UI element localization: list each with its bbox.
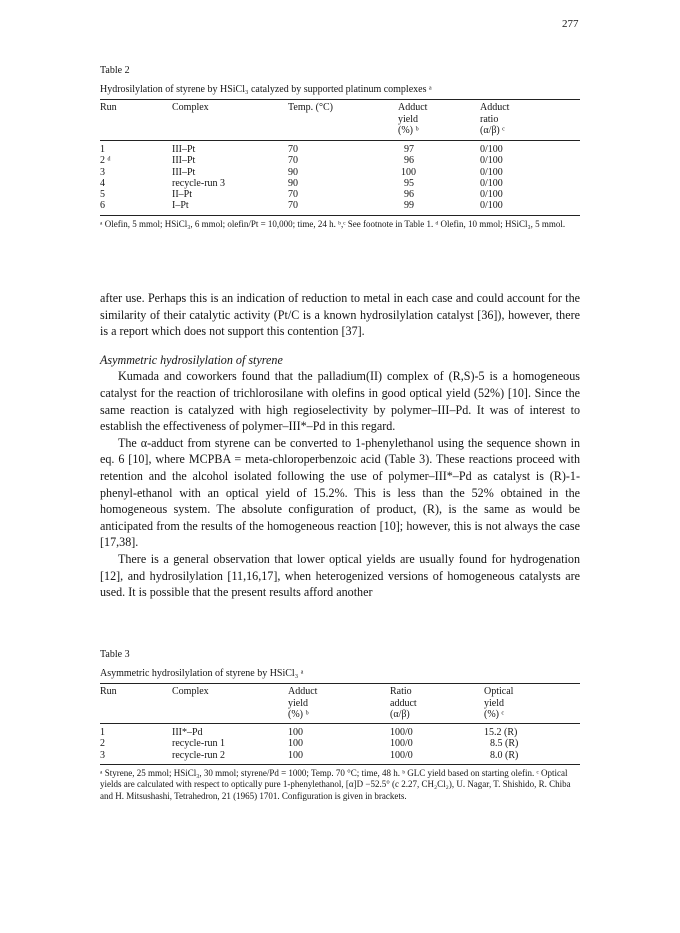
t2-cell-run: 2 ᵈ (100, 155, 111, 167)
t2-cell-temp: 90 (288, 166, 298, 178)
table-3-body (100, 724, 580, 764)
section-heading: Asymmetric hydrosilylation of styrene (100, 352, 283, 367)
t2-header-yield-line1: Adduct (398, 102, 428, 113)
table-2 (100, 64, 580, 230)
t3-cell-optical: 8.5 (R) (490, 738, 519, 750)
t2-cell-complex: II–Pt (172, 189, 192, 201)
t2-header-temp: Temp. (°C) (288, 102, 333, 113)
table-3-bottom-rule (100, 764, 580, 765)
t3-cell-ratio: 100/0 (390, 727, 413, 738)
t2-cell-temp: 70 (288, 200, 298, 212)
t2-cell-yield: 95 (404, 177, 414, 189)
table-row (100, 727, 580, 738)
t3-header-ratio-line3: (α/β) (390, 709, 410, 720)
table-2-bottom-rule (100, 215, 580, 216)
t2-cell-complex: III–Pt (172, 155, 196, 167)
t2-cell-ratio: 0/100 (480, 189, 503, 201)
t3-header-yield-line1: Adduct (288, 686, 318, 697)
t3-header-complex: Complex (172, 686, 209, 697)
t3-cell-optical: 8.0 (R) (490, 749, 519, 761)
t2-cell-complex: I–Pt (172, 200, 189, 212)
paragraph-continuation: after use. Perhaps this is an indication of reduction to metal in each case and could account for the similarity of their catalytic activity (Pt/C is a known hydrosilylation catalyst [36]), however, there is a report which does not support this contention [37]. (100, 291, 580, 339)
table-3-footnote: ᵃ Styrene, 25 mmol; HSiCl₃, 30 mmol; styrene/Pd = 1000; Temp. 70 °C; time, 48 h. ᵇ GLC yield based on starting olefin. ᶜ Optical yields are calculated with respect to optically pure 1-phenylethanol, [α]D −52.5° (c 2.27, CH₂Cl₂), U. Nagar, T. Shishido, R. Chiba and H. Mitsushashi, Tetrahedron, 21 (1965) 1701. Configuration is given in brackets. (100, 767, 571, 801)
t2-cell-temp: 70 (288, 155, 298, 167)
t3-header-ratio (390, 686, 417, 721)
table-2-footnote: ᵃ Olefin, 5 mmol; HSiCl₃, 6 mmol; olefin/Pt = 10,000; time, 24 h. ᵇ,ᶜ See footnote in Table 1. ᵈ Olefin, 10 mmol; HSiCl₃, 5 mmol. (100, 218, 566, 229)
t2-cell-yield: 100 (401, 166, 416, 178)
t3-cell-optical: 15.2 (R) (484, 727, 518, 738)
t3-cell-run: 1 (100, 727, 105, 738)
t2-cell-run: 4 (100, 177, 105, 189)
t3-cell-yield: 100 (288, 727, 303, 738)
t3-cell-yield: 100 (288, 749, 303, 761)
table-2-title: Hydrosilylation of styrene by HSiCl₃ catalyzed by supported platinum complexes ᵃ (100, 84, 432, 95)
table-row (100, 178, 580, 189)
table-3-title: Asymmetric hydrosilylation of styrene by HSiCl₃ ᵃ (100, 668, 304, 679)
t2-cell-yield: 99 (404, 200, 414, 212)
t2-cell-ratio: 0/100 (480, 166, 503, 178)
t3-header-run: Run (100, 686, 117, 697)
t2-header-yield-line2: yield (398, 113, 418, 125)
table-3-header (100, 684, 580, 723)
t3-header-yield-line3: (%) ᵇ (288, 709, 309, 720)
t2-cell-complex: recycle-run 3 (172, 177, 226, 189)
t3-header-ratio-line1: Ratio (390, 686, 412, 697)
t2-cell-run: 6 (100, 200, 105, 212)
t3-cell-yield: 100 (288, 738, 303, 750)
t3-cell-complex: recycle-run 2 (172, 749, 226, 761)
t3-cell-run: 2 (100, 738, 105, 750)
table-row (100, 189, 580, 200)
t2-cell-ratio: 0/100 (480, 177, 503, 189)
table-2-label: Table 2 (100, 65, 130, 76)
t2-cell-yield: 96 (404, 155, 414, 167)
t3-header-yield-line2: yield (288, 697, 308, 709)
t2-cell-yield: 96 (404, 189, 414, 201)
table-row (100, 750, 580, 761)
t3-cell-complex: recycle-run 1 (172, 738, 226, 750)
t2-cell-temp: 90 (288, 177, 298, 189)
t2-cell-complex: III–Pt (172, 144, 196, 155)
t3-cell-run: 3 (100, 749, 105, 761)
t2-cell-yield: 97 (404, 144, 414, 155)
t2-cell-ratio: 0/100 (480, 200, 503, 212)
t2-cell-complex: III–Pt (172, 166, 196, 178)
page-number: 277 (562, 18, 579, 30)
table-row (100, 155, 580, 166)
t3-header-optical-line3: (%) ᶜ (484, 709, 505, 720)
t3-cell-ratio: 100/0 (390, 749, 413, 761)
t3-cell-ratio: 100/0 (390, 738, 413, 750)
t2-cell-run: 1 (100, 144, 105, 155)
t2-header-yield-line3: (%) ᵇ (398, 125, 419, 136)
table-row (100, 738, 580, 749)
t2-cell-run: 3 (100, 166, 105, 178)
table-row (100, 167, 580, 178)
table-row (100, 144, 580, 155)
t3-header-optical-line2: yield (484, 697, 504, 709)
paragraph: The α-adduct from styrene can be converted to 1-phenylethanol using the sequence shown in eq. 6 [10], where MCPBA = meta-chloroperbenzoic acid (Table 3). These reactions proceed with retention and the alcohol isolated following the use of polymer–III*–Pd as catalyst is (R)-1-phenyl-ethanol with an optical yield of 15.2%. This is less than the 52% obtained in the homogeneous system. The absolute configuration of product, (R), is the same as would be anticipated from the results of the homogeneous reaction [10]; however, this is not always the case [17,38]. (100, 435, 580, 550)
paragraph: There is a general observation that lower optical yields are usually found for hydrogenation [12], and hydrosilylation [11,16,17], when heterogenized versions of homogeneous catalysts are used. It is possible that the present results afford another (100, 551, 580, 600)
t3-header-ratio-line2: adduct (390, 697, 417, 709)
t3-header-yield (288, 686, 317, 721)
t3-cell-complex: III*–Pd (172, 727, 203, 738)
t2-cell-ratio: 0/100 (480, 144, 503, 155)
t2-cell-run: 5 (100, 189, 105, 201)
t2-cell-ratio: 0/100 (480, 155, 503, 167)
t2-header-ratio-line2: ratio (480, 113, 499, 125)
t3-header-optical (484, 686, 513, 721)
t2-cell-temp: 70 (288, 189, 298, 201)
t2-header-run: Run (100, 102, 117, 113)
t2-header-ratio (480, 102, 509, 137)
table-2-header (100, 100, 580, 140)
article-body (100, 290, 580, 601)
paragraph: Kumada and coworkers found that the palladium(II) complex of (R,S)-5 is a homogeneous catalyst for the reaction of trichlorosilane with olefins in good optical yield (52%) [10]. Since the same reaction is catalyzed with high regioselectivity by polymer–III–Pd. It was of interest to establish the effectiveness of polymer–III*–Pd in this regard. (100, 369, 580, 434)
table-3-label: Table 3 (100, 649, 130, 660)
t2-header-yield (398, 102, 427, 137)
t2-header-ratio-line1: Adduct (480, 102, 510, 113)
t2-header-ratio-line3: (α/β) ᶜ (480, 125, 505, 136)
t2-header-complex: Complex (172, 102, 209, 113)
table-row (100, 200, 580, 211)
t3-header-optical-line1: Optical (484, 686, 514, 697)
t2-cell-temp: 70 (288, 144, 298, 155)
table-3 (100, 648, 580, 802)
table-2-body (100, 141, 580, 215)
